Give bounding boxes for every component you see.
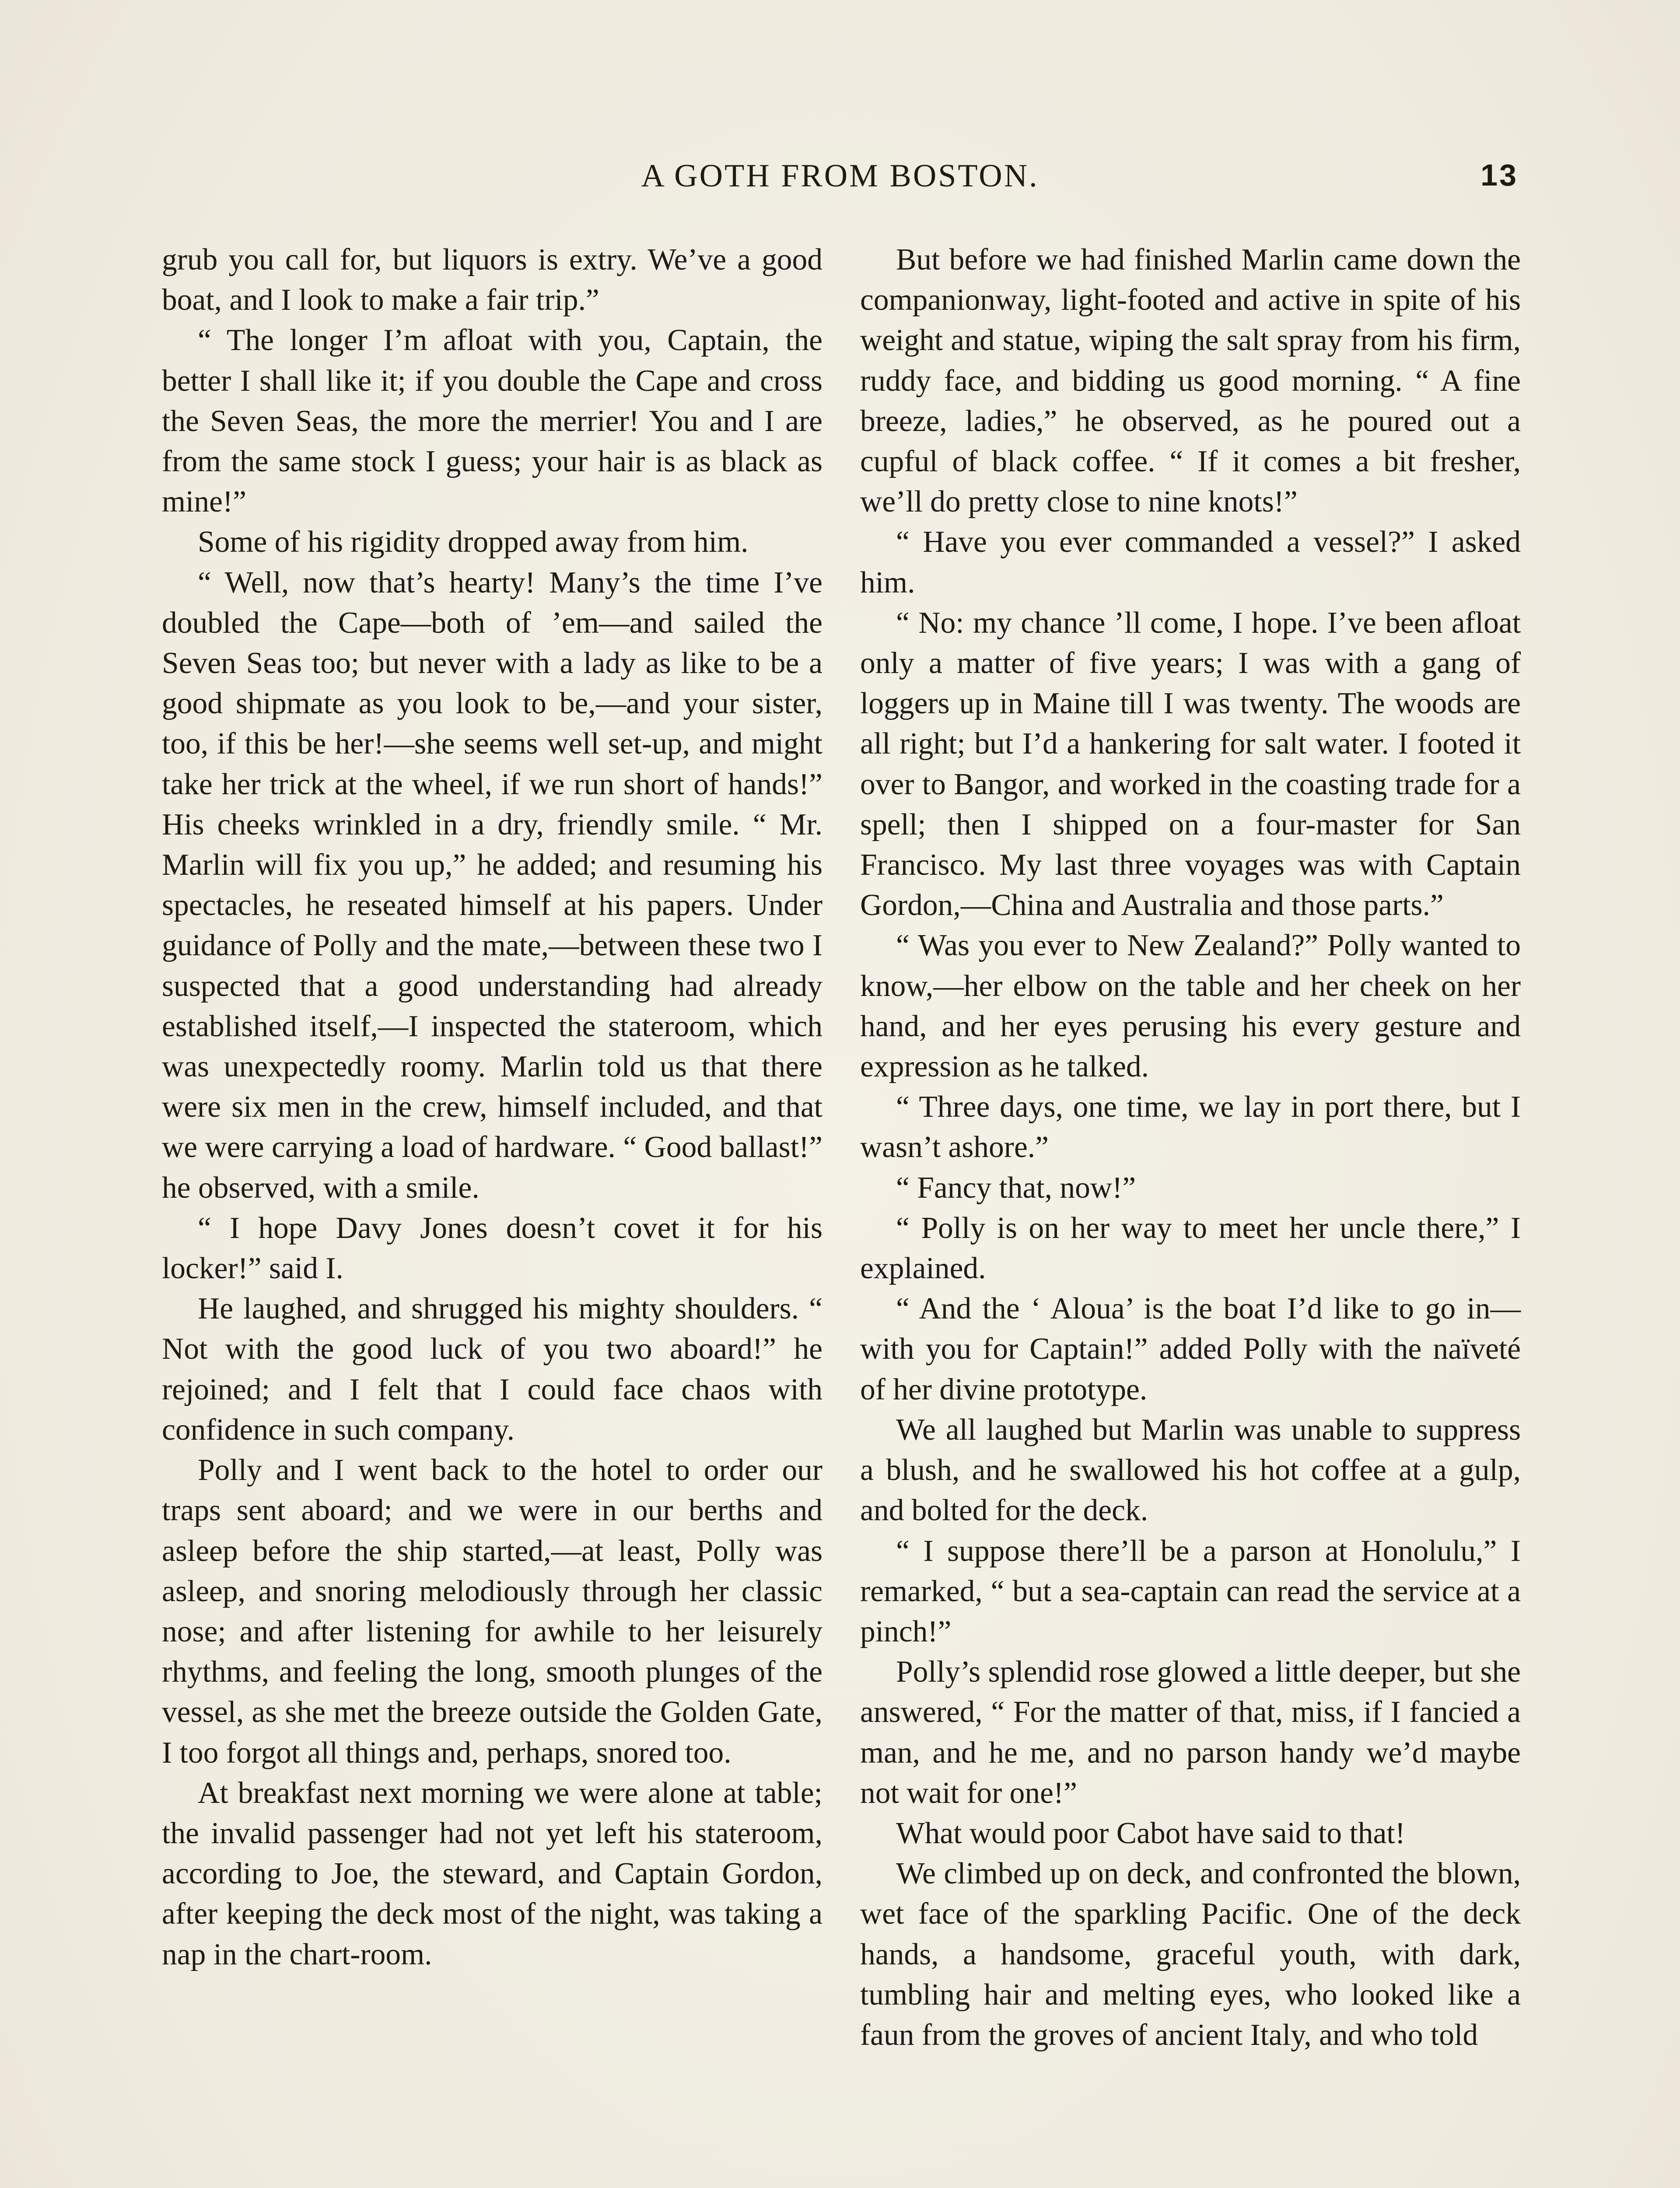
paragraph: “ Fancy that, now!” [896,1171,1136,1205]
running-title: A GOTH FROM BOSTON. [641,158,1039,194]
page-number: 13 [1480,158,1518,192]
paragraph: Some of his rigidity dropped away from him. [198,525,749,559]
paragraph: “ And the ‘ Aloua’ is the boat I’d like to go in—with you for Captain!” added Polly with the naïveté of her divine prototype. [860,1292,1521,1406]
paragraph: We climbed up on deck, and confronted the blown, wet face of the sparkling Pacific. One of the deck hands, a handsome, graceful youth, with dark, tumbling hair and melting eyes, who looked like a faun from the groves of ancient Italy, and who told [860,1857,1521,2052]
running-head [162,158,1518,206]
paragraph: At breakfast next morning we were alone at table; the invalid passenger had not yet left his stateroom, according to Joe, the steward, and Captain Gordon, after keeping the deck most of the night, was taking a nap in the chart-room. [162,1776,822,1971]
paragraph: “ Three days, one time, we lay in port there, but I wasn’t ashore.” [860,1090,1521,1164]
paragraph: “ I suppose there’ll be a parson at Honolulu,” I remarked, “ but a sea-captain can read the service at a pinch!” [860,1534,1521,1648]
paragraph: “ Have you ever commanded a vessel?” I asked him. [860,525,1521,600]
right-text-column [860,240,1521,2055]
paragraph: “ Polly is on her way to meet her uncle there,” I explained. [860,1211,1521,1286]
paragraph: grub you call for, but liquors is extry. We’ve a good boat, and I look to make a fair trip.” [162,243,822,317]
paragraph: Polly and I went back to the hotel to order our traps sent aboard; and we were in our berths and asleep before the ship started,—at least, Polly was asleep, and snoring melodiously through her classic nose; and after listening for awhile to her leisurely rhythms, and feeling the long, smooth plunges of the vessel, as she met the breeze outside the Golden Gate, I too forgot all things and, perhaps, snored too. [162,1453,822,1770]
paragraph: “ The longer I’m afloat with you, Captain, the better I shall like it; if you double the Cape and cross the Seven Seas, the more the merrier! You and I are from the same stock I guess; your hair is as black as mine!” [162,323,822,519]
paragraph: We all laughed but Marlin was unable to suppress a blush, and he swallowed his hot coffee at a gulp, and bolted for the deck. [860,1413,1521,1528]
paragraph: “ I hope Davy Jones doesn’t covet it for his locker!” said I. [162,1211,822,1286]
paragraph: But before we had finished Marlin came down the companionway, light-footed and active in spite of his weight and statue, wiping the salt spray from his firm, ruddy face, and bidding us good morning. “ A fine breeze, ladies,” he observed, as he poured out a cupful of black coffee. “ If it comes a bit fresher, we’ll do pretty close to nine knots!” [860,243,1521,519]
paragraph: Polly’s splendid rose glowed a little deeper, but she answered, “ For the matter of that, miss, if I fancied a man, and he me, and no parson handy we’d maybe not wait for one!” [860,1655,1521,1810]
paragraph: “ No: my chance ’ll come, I hope. I’ve been afloat only a matter of five years; I was with a gang of loggers up in Maine till I was twenty. The woods are all right; but I’d a hankering for salt water. I footed it over to Bangor, and worked in the coasting trade for a spell; then I shipped on a four-master for San Francisco. My last three voyages was with Captain Gordon,—China and Australia and those parts.” [860,606,1521,922]
left-text-column [162,240,822,1975]
paragraph: “ Was you ever to New Zealand?” Polly wanted to know,—her elbow on the table and her cheek on her hand, and her eyes perusing his every gesture and expression as he talked. [860,929,1521,1084]
paragraph: “ Well, now that’s hearty! Many’s the time I’ve doubled the Cape—both of ’em—and sailed the Seven Seas too; but never with a lady as like to be a good shipmate as you look to be,—and your sister, too, if this be her!—she seems well set-up, and might take her trick at the wheel, if we run short of hands!” His cheeks wrinkled in a dry, friendly smile. “ Mr. Marlin will fix you up,” he added; and resuming his spectacles, he reseated himself at his papers. Under guidance of Polly and the mate,—between these two I suspected that a good understanding had already established itself,—I inspected the stateroom, which was unexpectedly roomy. Marlin told us that there were six men in the crew, himself included, and that we were carrying a load of hardware. “ Good ballast!” he observed, with a smile. [162,565,822,1205]
paragraph: What would poor Cabot have said to that! [896,1816,1405,1850]
paragraph: He laughed, and shrugged his mighty shoulders. “ Not with the good luck of you two aboard!” he rejoined; and I felt that I could face chaos with confidence in such company. [162,1292,822,1447]
